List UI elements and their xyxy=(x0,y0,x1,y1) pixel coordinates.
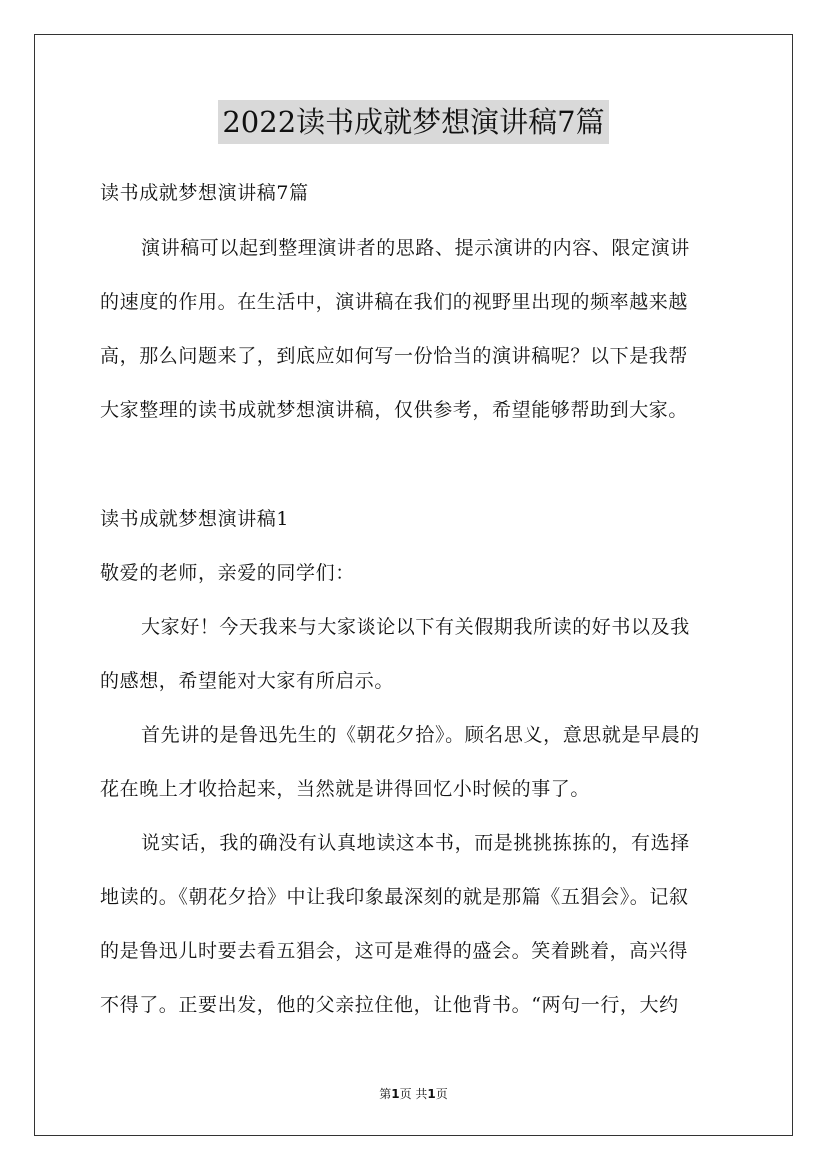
footer-mid: 页 共 xyxy=(399,1087,428,1101)
page-footer xyxy=(0,1085,827,1102)
para3-line-4: 不得了。正要出发，他的父亲拉住他，让他背书。“两句一行，大约 xyxy=(100,994,679,1016)
footer-suffix: 页 xyxy=(435,1087,448,1101)
para2-line-1: 首先讲的是鲁迅先生的《朝花夕拾》。顾名思义，意思就是早晨的 xyxy=(141,724,700,746)
footer-page-number: 1 xyxy=(391,1087,400,1101)
intro-line-4: 大家整理的读书成就梦想演讲稿，仅供参考，希望能够帮助到大家。 xyxy=(100,399,689,421)
para3-line-1: 说实话，我的确没有认真地读这本书，而是挑挑拣拣的，有选择 xyxy=(141,832,690,854)
para3-line-3: 的是鲁迅儿时要去看五猖会，这可是难得的盛会。笑着跳着，高兴得 xyxy=(100,940,689,962)
salutation: 敬爱的老师，亲爱的同学们： xyxy=(100,562,355,584)
subtitle: 读书成就梦想演讲稿7篇 xyxy=(100,182,309,204)
para3-line-2: 地读的。《朝花夕拾》中让我印象最深刻的就是那篇《五猖会》。记叙 xyxy=(100,886,689,908)
footer-total-pages: 1 xyxy=(427,1087,436,1101)
section-heading: 读书成就梦想演讲稿1 xyxy=(100,508,290,530)
intro-line-1: 演讲稿可以起到整理演讲者的思路、提示演讲的内容、限定演讲 xyxy=(141,237,690,259)
title-container xyxy=(0,100,827,144)
para1-line-2: 的感想，希望能对大家有所启示。 xyxy=(100,670,395,692)
footer-prefix: 第 xyxy=(379,1087,392,1101)
document-title: 2022读书成就梦想演讲稿7篇 xyxy=(218,100,608,144)
intro-line-3: 高，那么问题来了，到底应如何写一份恰当的演讲稿呢？以下是我帮 xyxy=(100,345,689,367)
para2-line-2: 花在晚上才收拾起来，当然就是讲得回忆小时候的事了。 xyxy=(100,778,591,800)
intro-line-2: 的速度的作用。在生活中，演讲稿在我们的视野里出现的频率越来越 xyxy=(100,291,689,313)
para1-line-1: 大家好！今天我来与大家谈论以下有关假期我所读的好书以及我 xyxy=(141,616,690,638)
